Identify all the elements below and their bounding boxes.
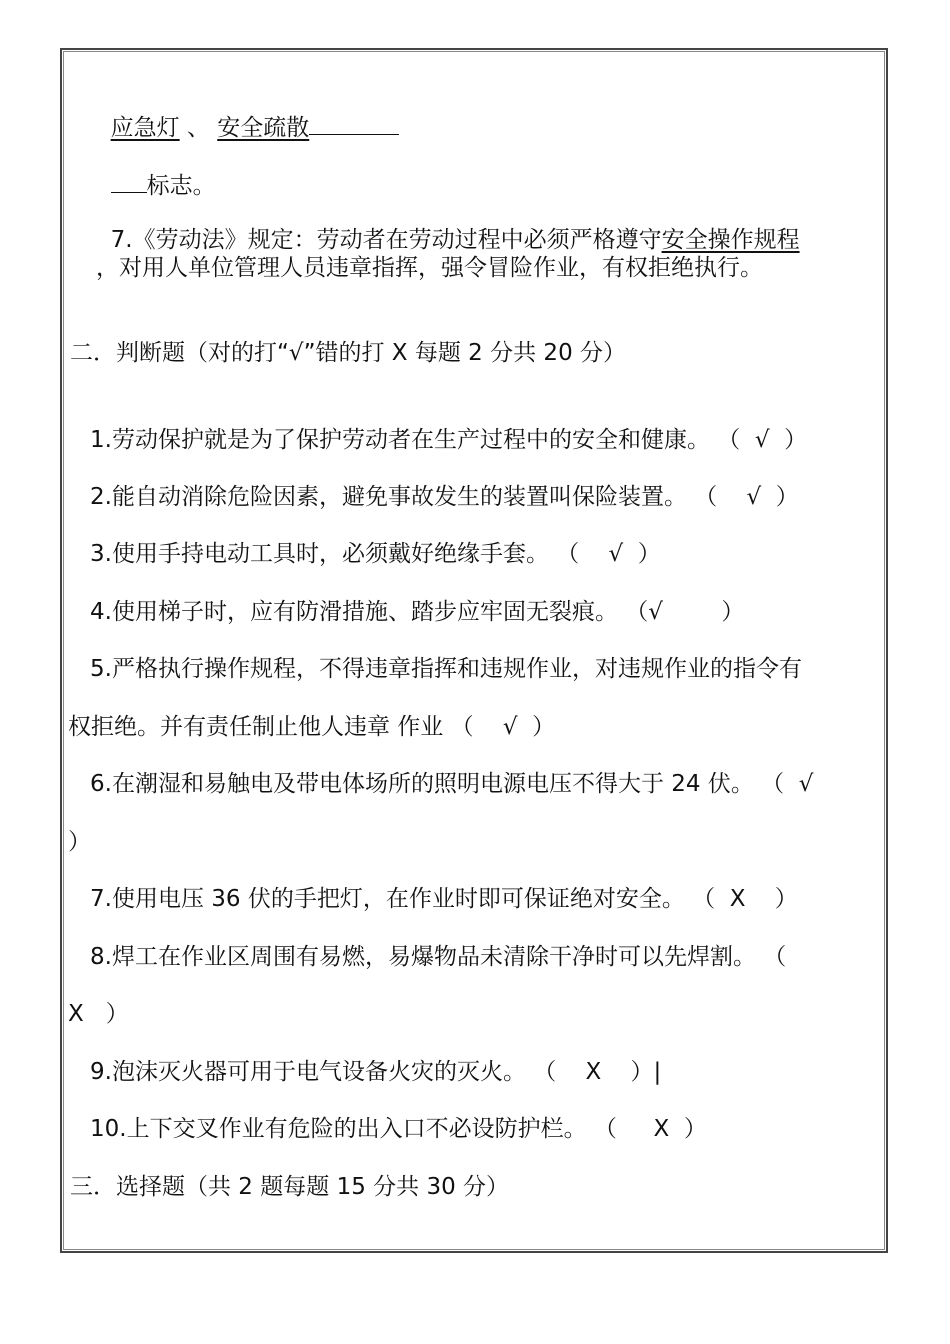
sign-text: 标志。 <box>146 173 216 199</box>
answer-blank-tail <box>309 110 399 135</box>
fill-line-2 <box>96 138 216 201</box>
section-3-heading: 三．选择题（共 2 题每题 15 分共 30 分） <box>70 1174 510 1200</box>
fill-line-1 <box>96 80 399 143</box>
judge-question-6-line-2: ） <box>68 829 91 855</box>
answer-safety-evacuation: 安全疏散 <box>217 115 310 141</box>
judge-question-2: 2.能自动消除危险因素，避免事故发生的装置叫保险装置。 （ √ ） <box>90 484 799 510</box>
question-7-answer: 安全操作规程 <box>661 227 800 253</box>
judge-question-3: 3.使用手持电动工具时，必须戴好绝缘手套。 （ √ ） <box>90 541 661 567</box>
judge-question-7: 7.使用电压 36 伏的手把灯，在作业时即可保证绝对安全。 （ X ） <box>90 886 798 912</box>
judge-question-4: 4.使用梯子时，应有防滑措施、踏步应牢固无裂痕。 （√ ） <box>90 599 745 625</box>
judge-question-5-line-2: 权拒绝。并有责任制止他人违章 作业 （ √ ） <box>68 714 556 740</box>
section-2-heading: 二．判断题（对的打“√”错的打 X 每题 2 分共 20 分） <box>70 340 627 366</box>
judge-question-9: 9.泡沫灭火器可用于电气设备火灾的灭火。 （ X ）| <box>90 1059 662 1085</box>
judge-question-8-line-2: X ） <box>68 1001 129 1027</box>
question-7-continuation: ，对用人单位管理人员违章指挥，强令冒险作业，有权拒绝执行。 <box>96 255 763 281</box>
question-7-text: 7.《劳动法》规定：劳动者在劳动过程中必须严格遵守 <box>110 227 662 253</box>
separator: 、 <box>179 115 218 141</box>
judge-question-5-line-1: 5.严格执行操作规程，不得违章指挥和违规作业，对违规作业的指令有 <box>90 656 802 682</box>
question-7-fill <box>96 195 800 255</box>
answer-blank-lead <box>111 168 147 193</box>
judge-question-8-line-1: 8.焊工在作业区周围有易燃，易爆物品未清除干净时可以先焊割。 （ <box>90 944 787 970</box>
answer-emergency-light: 应急灯 <box>110 115 180 141</box>
judge-question-6-line-1: 6.在潮湿和易触电及带电体场所的照明电源电压不得大于 24 伏。 （ √ <box>90 771 814 797</box>
judge-question-10: 10.上下交叉作业有危险的出入口不必设防护栏。 （ X ） <box>90 1116 707 1142</box>
judge-question-1: 1.劳动保护就是为了保护劳动者在生产过程中的安全和健康。 （ √ ） <box>90 427 808 453</box>
